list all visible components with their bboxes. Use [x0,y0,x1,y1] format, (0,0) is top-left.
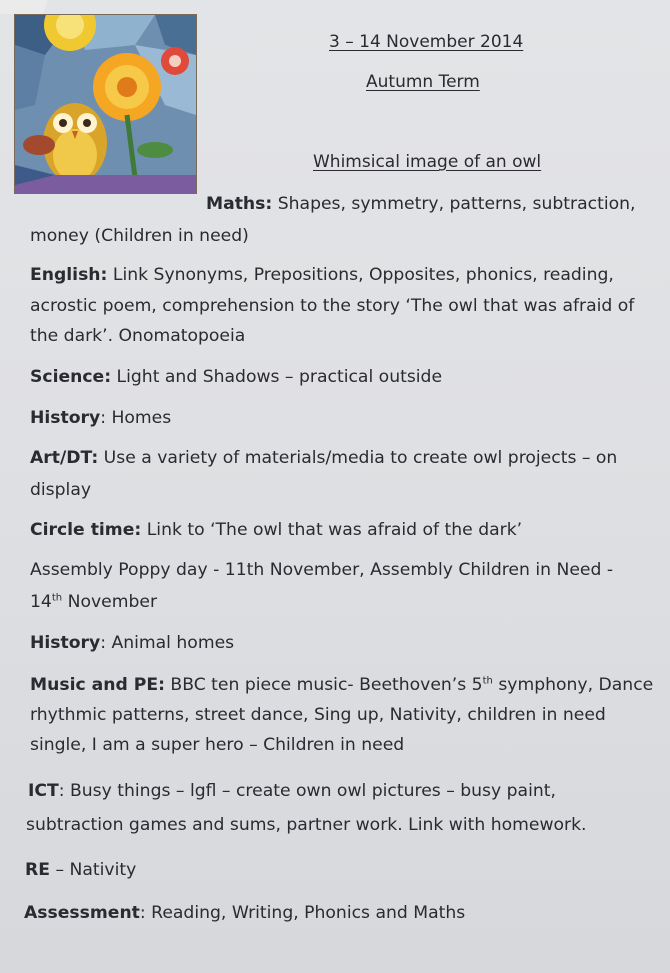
music-line-2: rhythmic patterns, street dance, Sing up, Nativity, children in need [30,705,606,725]
english-line-3: the dark’. Onomatopoeia [30,326,246,346]
history-label: History [30,408,101,428]
art-label: Art/DT: [30,448,99,468]
maths-line-1: Maths: Shapes, symmetry, patterns, subtraction, [206,194,636,214]
art-line-1: Art/DT: Use a variety of materials/media to create owl projects – on [30,448,618,468]
english-line-1: English: Link Synonyms, Prepositions, Opposites, phonics, reading, [30,265,614,285]
assessment-line: Assessment: Reading, Writing, Phonics and Maths [24,903,466,923]
music-line-1: Music and PE: BBC ten piece music- Beethoven’s 5th symphony, Dance [30,675,654,695]
maths-line-2: money (Children in need) [30,226,249,246]
science-line: Science: Light and Shadows – practical outside [30,367,443,387]
history-homes-line: History: Homes [30,408,172,428]
re-line: RE – Nativity [25,860,137,880]
assembly-line-2: 14th November [30,592,158,612]
re-label: RE [25,860,50,880]
ict-line-1: ICT: Busy things – lgfl – create own owl pictures – busy paint, [28,781,556,801]
history-label-2: History [30,633,101,653]
ict-label: ICT [28,781,59,801]
circle-time-label: Circle time: [30,520,142,540]
art-line-2: display [30,480,92,500]
term-title: Autumn Term [366,72,480,92]
image-caption: Whimsical image of an owl [313,152,542,172]
owl-flower-painting-icon [15,15,196,193]
assessment-label: Assessment [24,903,140,923]
date-range: 3 – 14 November 2014 [329,32,524,52]
page-fold [0,0,48,14]
ict-line-2: subtraction games and sums, partner work. Link with homework. [26,815,587,835]
circle-time-line: Circle time: Link to ‘The owl that was afraid of the dark’ [30,520,523,540]
owl-painting [14,14,197,194]
english-label: English: [30,265,108,285]
assembly-line-1: Assembly Poppy day - 11th November, Assembly Children in Need - [30,560,614,580]
music-label: Music and PE: [30,675,165,695]
maths-label: Maths: [206,194,273,214]
music-line-3: single, I am a super hero – Children in need [30,735,405,755]
history-animal-homes-line: History: Animal homes [30,633,235,653]
science-label: Science: [30,367,112,387]
english-line-2: acrostic poem, comprehension to the story ‘The owl that was afraid of [30,296,635,316]
